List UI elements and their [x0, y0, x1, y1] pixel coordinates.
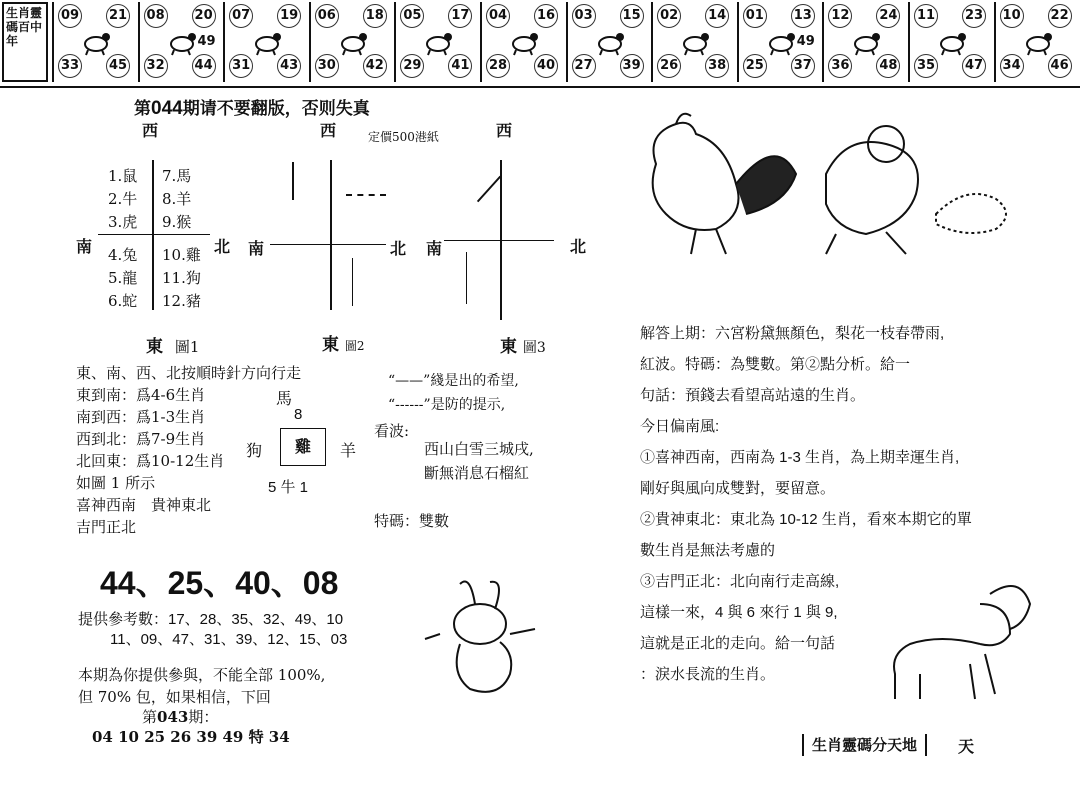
zodiac-cell [994, 2, 1076, 82]
zodiac-number: 18 [363, 4, 387, 28]
north-label-3: 北 [570, 237, 587, 256]
zodiac-cell [52, 2, 134, 82]
zodiac-cell [651, 2, 733, 82]
horse-icon [508, 28, 540, 56]
zodiac-number: 45 [106, 54, 130, 78]
goat-illustration [880, 574, 1040, 704]
zodiac-cell [566, 2, 648, 82]
rabbit-illustration [420, 574, 540, 704]
zodiac-number: 04 [486, 4, 510, 28]
north-label-2: 北 [390, 239, 407, 258]
zodiac-number: 26 [657, 54, 681, 78]
prev-result: 04 10 25 26 39 49 特 34 [92, 728, 290, 746]
zodiac-cell [737, 2, 819, 82]
footer-line-2: 但 70% 包，如果相信，下回 [78, 688, 271, 706]
rabbit-icon [251, 28, 283, 56]
zodiac-number: 25 [743, 54, 767, 78]
zodiac-number: 06 [315, 4, 339, 28]
zodiac-extra-number: 49 [796, 34, 815, 49]
analysis-panel: 解答上期：六宮粉黛無顏色，梨花一枝春帶雨, 紅波。特碼：為雙數。第②點分析。給一 句話：預錢去看望高站遠的生肖。 今日偏南風: ①喜神西南，西南為 1-3 生肖，為上期幸運生肖, 剛好與風向成雙對，要留意。 ②貴神東北：東北為 10-12 生肖，看來本期它的單 數生肖是無法考慮的 ③吉門正北：北向南行走高線, 這樣一來，4 與 6 來行 1 與 9, 這就是正北的走向。給一句話 ：淚水長流的生肖。 [640, 325, 972, 683]
fig3-h-line [444, 240, 554, 241]
south-label-1: 南 [76, 237, 93, 256]
brand-suffix: 天 [958, 737, 975, 756]
zodiac-number: 27 [572, 54, 596, 78]
snake-icon [422, 28, 454, 56]
pig-icon [936, 28, 968, 56]
fig2-stroke-a [292, 162, 294, 200]
zodiac-number: 43 [277, 54, 301, 78]
legend-solid: “——”綫是出的希望, [388, 373, 519, 389]
zodiac-number: 41 [448, 54, 472, 78]
fig3-stroke-b [466, 252, 467, 304]
legend-dashed: “------”是防的提示, [388, 397, 506, 413]
east-label-3: 東 圖3 [500, 337, 546, 357]
grid-top-num: 8 [294, 406, 303, 423]
zodiac-extra-number: 49 [197, 34, 216, 49]
zodiac-number: 24 [876, 4, 900, 28]
zodiac-number: 07 [229, 4, 253, 28]
zodiac-number: 23 [962, 4, 986, 28]
poem-line-2: 斷無消息石榴紅 [424, 464, 530, 482]
zodiac-cell [822, 2, 904, 82]
zodiac-number: 11 [914, 4, 938, 28]
zodiac-number: 34 [1000, 54, 1024, 78]
rooster-chase-illustration [636, 104, 1030, 264]
price-label: 定價500港紙 [368, 130, 439, 144]
reference-line-2: 11、09、47、31、39、12、15、03 [110, 631, 348, 648]
zodiac-number: 46 [1048, 54, 1072, 78]
zodiac-number: 37 [791, 54, 815, 78]
east-label-2: 東 圖2 [322, 335, 365, 355]
zodiac-number: 05 [400, 4, 424, 28]
zodiac-number: 38 [705, 54, 729, 78]
mouse-icon [80, 28, 112, 56]
zodiac-number: 36 [828, 54, 852, 78]
zodiac-number: 02 [657, 4, 681, 28]
zodiac-number: 47 [962, 54, 986, 78]
zodiac-number: 01 [743, 4, 767, 28]
zodiac-number: 15 [620, 4, 644, 28]
zodiac-number: 48 [876, 54, 900, 78]
zodiac-cell [394, 2, 476, 82]
zodiac-number: 03 [572, 4, 596, 28]
zodiac-list-left: 1.鼠 2.牛 3.虎 4.兔 5.龍 6.蛇 [108, 167, 138, 310]
north-label-1: 北 [214, 237, 231, 256]
east-label-1: 東 圖1 [146, 337, 200, 357]
dragon-icon [337, 28, 369, 56]
reference-line-1: 提供參考數：17、28、35、32、49、10 [78, 611, 344, 628]
zodiac-number: 33 [58, 54, 82, 78]
zodiac-number: 10 [1000, 4, 1024, 28]
zodiac-number: 44 [192, 54, 216, 78]
zodiac-number: 42 [363, 54, 387, 78]
grid-bottom: 5 牛 1 [268, 479, 309, 496]
zodiac-number: 16 [534, 4, 558, 28]
zodiac-number: 09 [58, 4, 82, 28]
fig2-h-line [270, 244, 386, 245]
zodiac-number: 35 [914, 54, 938, 78]
rules-block: 東、南、西、北按順時針方向行走 東到南：爲4-6生肖 南到西：爲1-3生肖 西到北：爲7-9生肖 北回東：爲10-12生肖 如圖 1 所示 喜神西南 貴神東北 吉門正北 [76, 364, 302, 536]
issue-header: 第044期请不要翻版，否则失真 [134, 98, 370, 119]
tiger-icon [166, 28, 198, 56]
prev-issue: 第043期： [142, 708, 219, 726]
poem-line-1: 西山白雪三城戌, [424, 440, 534, 458]
zodiac-number: 20 [192, 4, 216, 28]
ox-icon [1022, 28, 1054, 56]
west-label-1: 西 [142, 121, 159, 140]
zodiac-number: 32 [144, 54, 168, 78]
dog-icon [850, 28, 882, 56]
fig3-diag [477, 176, 501, 203]
zodiac-cell [309, 2, 391, 82]
footer-line-1: 本期為你提供參與，不能全部 100%, [78, 666, 326, 684]
zodiac-number: 14 [705, 4, 729, 28]
zodiac-strip [0, 0, 1080, 88]
zodiac-number: 13 [791, 4, 815, 28]
fig2-dash [346, 194, 386, 196]
fig3-v-line [500, 160, 502, 320]
rooster-icon [765, 28, 797, 56]
monkey-icon [679, 28, 711, 56]
grid-top: 馬 [276, 389, 293, 408]
zodiac-number: 08 [144, 4, 168, 28]
zodiac-list-right: 7.馬 8.羊 9.猴 10.雞 11.狗 12.豬 [162, 167, 201, 310]
fig2-v-line [330, 160, 332, 310]
brand-box: 生肖靈碼分天地 [802, 734, 927, 756]
zodiac-number: 21 [106, 4, 130, 28]
zodiac-number: 19 [277, 4, 301, 28]
zodiac-number: 28 [486, 54, 510, 78]
zodiac-number: 22 [1048, 4, 1072, 28]
zodiac-cell [138, 2, 220, 82]
zodiac-number: 30 [315, 54, 339, 78]
special-code: 特碼：雙數 [374, 512, 450, 530]
south-label-3: 南 [426, 239, 443, 258]
west-label-2: 西 [320, 121, 337, 140]
zodiac-number: 12 [828, 4, 852, 28]
south-label-2: 南 [248, 239, 265, 258]
zodiac-number: 17 [448, 4, 472, 28]
zodiac-number: 40 [534, 54, 558, 78]
west-label-3: 西 [496, 121, 513, 140]
zodiac-number: 31 [229, 54, 253, 78]
strip-logo: 生肖靈碼百中年 [2, 2, 48, 82]
zodiac-cell [908, 2, 990, 82]
grid-left: 狗 [246, 441, 263, 460]
grid-center-box: 雞 [280, 428, 326, 466]
grid-right: 羊 [340, 441, 357, 460]
zodiac-number: 29 [400, 54, 424, 78]
zodiac-cell [223, 2, 305, 82]
main-numbers: 44、25、40、08 [100, 565, 339, 601]
zodiac-cell [480, 2, 562, 82]
fig2-stroke-b [352, 258, 353, 306]
look-label: 看波: [374, 422, 410, 440]
goat-icon [594, 28, 626, 56]
fig1-divider [152, 160, 154, 310]
zodiac-number: 39 [620, 54, 644, 78]
